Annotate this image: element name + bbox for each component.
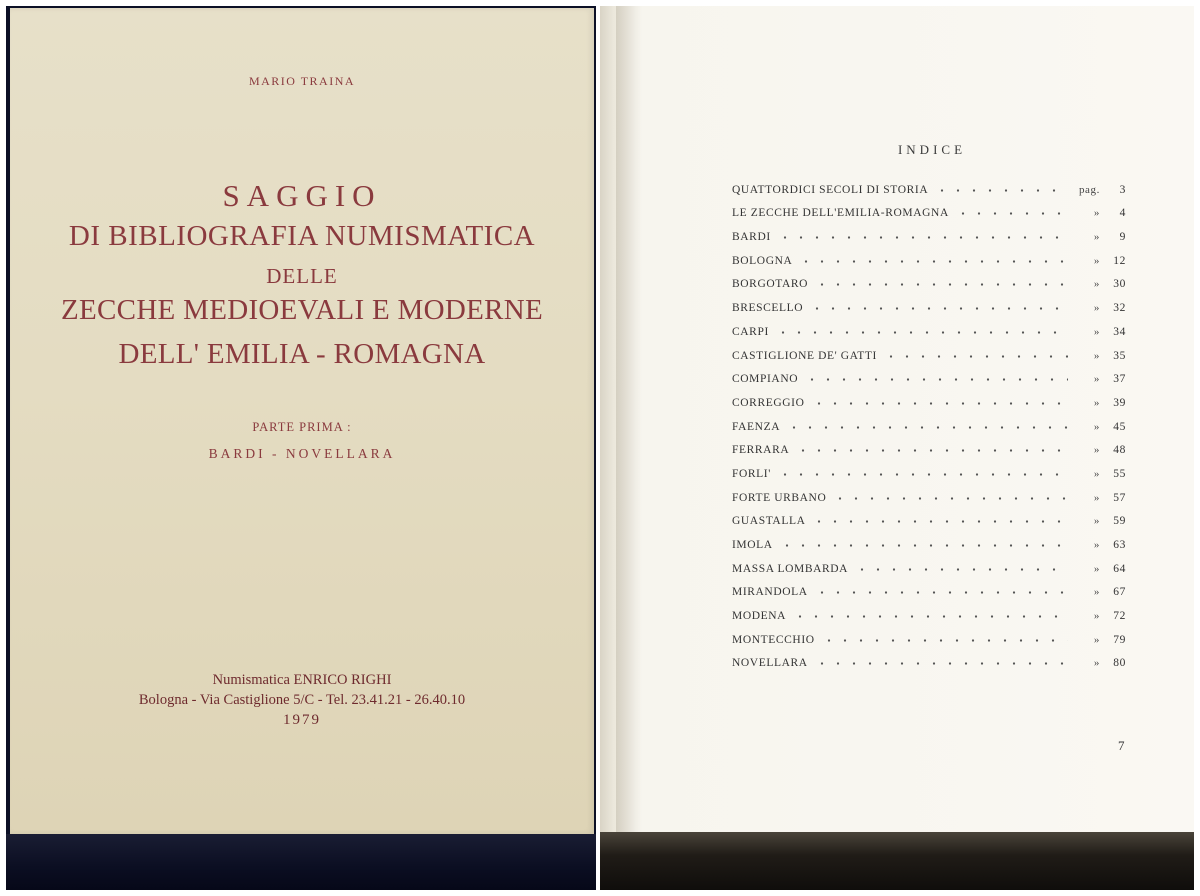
toc-leader-dots <box>777 236 1068 239</box>
toc-entry-name: MODENA <box>732 610 787 623</box>
toc-entry-page: 55 <box>1113 467 1126 480</box>
toc-entry-page: 63 <box>1113 539 1126 551</box>
toc-entry-marker: » <box>1093 586 1100 599</box>
toc-entry <box>732 290 1126 314</box>
toc-entry-marker: » <box>1093 562 1100 575</box>
toc-entry-marker: » <box>1093 207 1100 220</box>
toc-entry-page: 45 <box>1113 420 1126 433</box>
cover-publisher: Numismatica ENRICO RIGHI <box>212 672 392 688</box>
toc-entry-page: 48 <box>1113 444 1126 457</box>
toc-entry-page: 4 <box>1119 207 1126 220</box>
toc-entry <box>732 338 1126 362</box>
toc-leader-dots <box>814 591 1068 594</box>
toc-entry-marker: » <box>1093 325 1100 338</box>
toc-entry-name: NOVELLARA <box>732 657 808 670</box>
cover-title-line-3: DELLE <box>266 264 338 288</box>
toc-entry-name: MONTECCHIO <box>732 633 815 646</box>
toc-entry-page: 35 <box>1113 349 1126 362</box>
toc-entry <box>732 598 1126 622</box>
toc-entry-marker: » <box>1093 349 1100 362</box>
toc-entry-page: 3 <box>1119 183 1126 196</box>
toc-entry-name: CASTIGLIONE DE' GATTI <box>732 349 877 362</box>
toc-entry-page: 80 <box>1113 657 1126 670</box>
toc-entry-name: FORTE URBANO <box>732 491 827 504</box>
toc-entry-marker: » <box>1093 373 1100 386</box>
toc-leader-dots <box>811 402 1069 405</box>
toc-entry-name: FORLI' <box>732 467 771 480</box>
toc-entry-marker: » <box>1093 254 1100 267</box>
toc-entry <box>732 409 1126 433</box>
toc-entry-name: GUASTALLA <box>732 515 806 528</box>
toc-entry <box>732 527 1126 551</box>
page-background-shadow <box>600 832 1194 890</box>
toc-leader-dots <box>795 449 1068 452</box>
cover-title-line-2: DI BIBLIOGRAFIA NUMISMATICA <box>68 220 536 252</box>
cover-address: Bologna - Via Castiglione 5/C - Tel. 23.41.21 - 26.40.10 <box>138 692 466 708</box>
toc-entry-page: 79 <box>1113 633 1126 646</box>
toc-leader-dots <box>792 615 1068 618</box>
toc-entry-marker: » <box>1093 396 1100 409</box>
toc-leader-dots <box>811 520 1068 523</box>
index-page-photo <box>600 6 1194 890</box>
toc-entry-page: 30 <box>1113 278 1126 291</box>
toc-leader-dots <box>832 497 1068 500</box>
toc-entry <box>732 219 1126 243</box>
toc-entry <box>732 196 1126 220</box>
toc-entry <box>732 504 1126 528</box>
toc-leader-dots <box>821 639 1068 642</box>
toc-entry <box>732 456 1126 480</box>
toc-entry-name: LE ZECCHE DELL'EMILIA-ROMAGNA <box>732 207 949 220</box>
toc-entry-page: 67 <box>1113 586 1126 599</box>
toc-leader-dots <box>777 473 1068 476</box>
toc-entry-name: COMPIANO <box>732 373 799 386</box>
toc-entry <box>732 314 1126 338</box>
toc-entry <box>732 575 1126 599</box>
toc-entry-page: 32 <box>1113 302 1126 315</box>
toc-leader-dots <box>934 189 1068 192</box>
toc-leader-dots <box>814 283 1068 286</box>
toc-leader-dots <box>955 212 1068 215</box>
toc-entry <box>732 622 1126 646</box>
toc-leader-dots <box>804 378 1068 381</box>
toc-entry-name: CARPI <box>732 325 769 338</box>
toc-entry-marker: » <box>1093 657 1100 670</box>
toc-entry-marker: » <box>1093 633 1100 646</box>
toc-entry-page: 34 <box>1113 325 1126 338</box>
toc-leader-dots <box>854 568 1068 571</box>
toc-leader-dots <box>786 426 1068 429</box>
toc-entry-name: BOLOGNA <box>732 254 793 267</box>
toc-entry-marker: » <box>1093 610 1100 623</box>
cover-part-label: PARTE PRIMA : <box>252 420 352 434</box>
book-cover <box>10 8 594 834</box>
page-gutter <box>616 6 642 842</box>
index-title: INDICE <box>897 142 967 157</box>
toc-entry <box>732 551 1126 575</box>
table-of-contents <box>732 172 1126 669</box>
cover-background-shadow <box>6 834 596 890</box>
toc-entry-name: MIRANDOLA <box>732 586 808 599</box>
toc-entry-page: 57 <box>1113 491 1126 504</box>
toc-entry-page: 12 <box>1113 254 1126 267</box>
toc-entry-name: MASSA LOMBARDA <box>732 562 849 575</box>
toc-entry <box>732 172 1126 196</box>
toc-entry-name: BARDI <box>732 231 771 244</box>
toc-leader-dots <box>779 544 1068 547</box>
toc-entry-marker: » <box>1093 491 1100 504</box>
toc-entry <box>732 385 1126 409</box>
toc-entry-name: BRESCELLO <box>732 302 804 315</box>
book-cover-photo <box>6 6 596 890</box>
index-page <box>600 6 1194 842</box>
toc-leader-dots <box>775 331 1068 334</box>
toc-entry-page: 72 <box>1113 610 1126 623</box>
toc-leader-dots <box>798 260 1068 263</box>
toc-entry-marker: » <box>1093 231 1100 244</box>
toc-entry-marker: » <box>1093 515 1100 528</box>
toc-entry-page: 9 <box>1119 231 1126 244</box>
cover-part-range: BARDI - NOVELLARA <box>208 446 396 461</box>
toc-entry-page: 37 <box>1113 373 1126 386</box>
cover-title-line-5: DELL' EMILIA - ROMAGNA <box>118 338 486 370</box>
toc-entry <box>732 646 1126 670</box>
toc-entry-name: FAENZA <box>732 420 781 433</box>
toc-entry-marker: » <box>1093 467 1100 480</box>
toc-entry-name: QUATTORDICI SECOLI DI STORIA <box>732 183 929 196</box>
toc-entry-marker: » <box>1093 444 1100 457</box>
toc-entry-page: 39 <box>1113 396 1126 409</box>
toc-entry-marker: » <box>1093 420 1100 433</box>
cover-title-line-4: ZECCHE MEDIOEVALI E MODERNE <box>61 294 543 326</box>
cover-author: MARIO TRAINA <box>248 74 356 88</box>
toc-entry-name: FERRARA <box>732 444 790 457</box>
toc-entry-page: 64 <box>1113 562 1126 575</box>
toc-entry-marker: » <box>1093 302 1100 315</box>
cover-year: 1979 <box>283 712 321 728</box>
toc-entry-marker: pag. <box>1078 183 1100 196</box>
toc-entry-page: 59 <box>1113 515 1126 528</box>
toc-entry <box>732 243 1126 267</box>
toc-leader-dots <box>814 662 1068 665</box>
toc-entry <box>732 267 1126 291</box>
toc-entry-marker: » <box>1093 278 1100 291</box>
toc-entry-name: CORREGGIO <box>732 396 805 409</box>
toc-entry-name: IMOLA <box>732 539 773 551</box>
page-number: 7 <box>1118 738 1125 753</box>
toc-leader-dots <box>809 307 1068 310</box>
toc-entry-name: BORGOTARO <box>732 278 809 291</box>
cover-title-line-1: SAGGIO <box>222 178 382 213</box>
toc-entry-marker: » <box>1093 539 1100 551</box>
toc-entry <box>732 362 1126 386</box>
toc-entry <box>732 433 1126 457</box>
toc-leader-dots <box>883 355 1068 358</box>
toc-entry <box>732 480 1126 504</box>
